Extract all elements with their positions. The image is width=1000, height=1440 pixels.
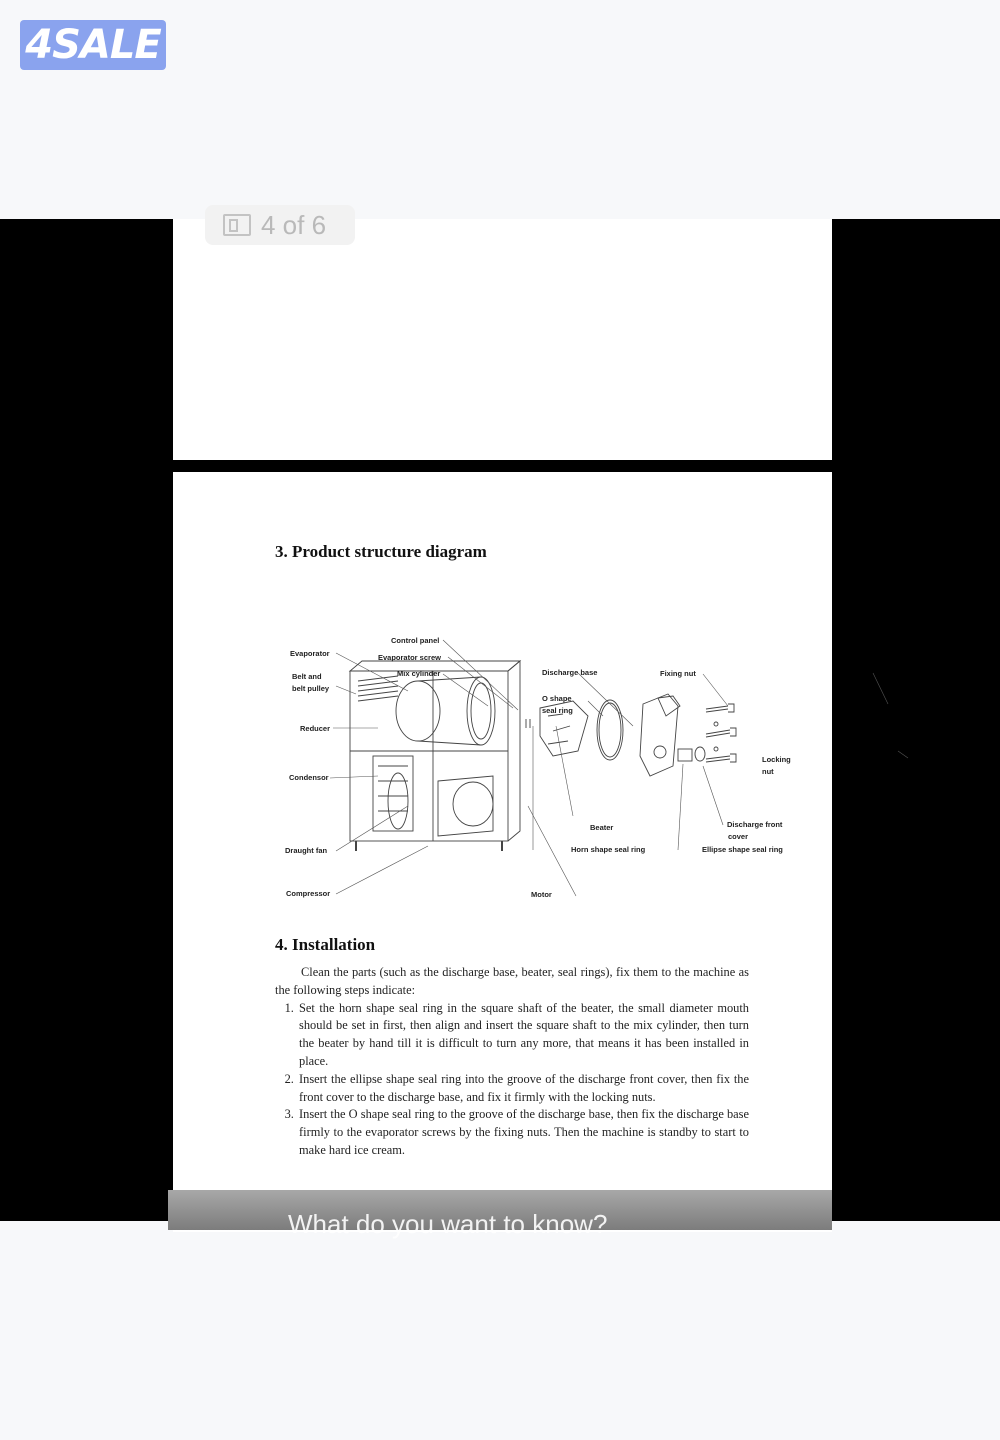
bottom-prompt-bar[interactable] [168, 1190, 832, 1239]
page-counter-text: 4 of 6 [261, 209, 327, 240]
bottom-prompt-text: What do you want to know? [288, 1209, 608, 1239]
installation-step: 3. Insert the O shape seal ring to the groove of the discharge base, then fix the discharge base firmly to the evaporator screws by the fixing nuts. Then the machine is standby to start to make hard ice cream. [297, 1106, 749, 1159]
diagram-labels [285, 636, 791, 899]
document-page-previous [173, 209, 832, 460]
machine-drawing [350, 661, 736, 851]
label-evaporator: Evaporator [290, 649, 330, 658]
label-locking-nut-2: nut [762, 767, 774, 776]
label-belt-1: Belt and [292, 672, 322, 681]
installation-text [275, 964, 749, 1160]
label-discharge-front-1: Discharge front [727, 820, 783, 829]
installation-intro: Clean the parts (such as the discharge base, beater, seal rings), fix them to the machine as the following steps indicate: [275, 965, 749, 997]
label-control-panel: Control panel [391, 636, 440, 645]
label-locking-nut-1: Locking [762, 755, 791, 764]
leader-lines [330, 640, 908, 896]
label-draught-fan: Draught fan [285, 846, 328, 855]
label-discharge-base: Discharge base [542, 668, 598, 677]
installation-step: 2. Insert the ellipse shape seal ring into the groove of the discharge front cover, then fix the front cover to the discharge base, and fix it firmly with the locking nuts. [297, 1071, 749, 1107]
label-condensor: Condensor [289, 773, 329, 782]
label-compressor: Compressor [286, 889, 331, 898]
label-fixing-nut: Fixing nut [660, 669, 696, 678]
label-beater: Beater [590, 823, 614, 832]
label-o-shape-1: O shape [542, 694, 572, 703]
product-structure-diagram [278, 606, 798, 899]
label-discharge-front-2: cover [728, 832, 749, 841]
label-o-shape-2: seal ring [542, 706, 573, 715]
label-evaporator-screw: Evaporator screw [378, 653, 441, 662]
brand-logo[interactable] [20, 20, 166, 70]
installation-steps [275, 1000, 749, 1160]
logo-text: 4SALE [25, 22, 161, 68]
label-mix-cylinder: Mix cylinder [397, 669, 441, 678]
document-viewer[interactable] [0, 209, 1000, 1239]
document-page [173, 472, 832, 1232]
diagram-figure [278, 606, 798, 899]
label-ellipse-shape: Ellipse shape seal ring [702, 845, 783, 854]
section-title-structure: 3. Product structure diagram [275, 542, 487, 561]
page-counter [205, 205, 355, 245]
label-reducer: Reducer [300, 724, 331, 733]
section-title-installation: 4. Installation [275, 935, 376, 954]
label-horn-shape: Horn shape seal ring [571, 845, 646, 854]
label-motor: Motor [531, 890, 552, 899]
label-belt-2: belt pulley [292, 684, 330, 693]
page-icon [223, 214, 251, 236]
installation-step: 1. Set the horn shape seal ring in the square shaft of the beater, the small diameter mouth should be set in first, then align and insert the square shaft to the mix cylinder, then turn the beater by hand till it is difficult to turn any more, that means it has been installed in place. [297, 1000, 749, 1071]
